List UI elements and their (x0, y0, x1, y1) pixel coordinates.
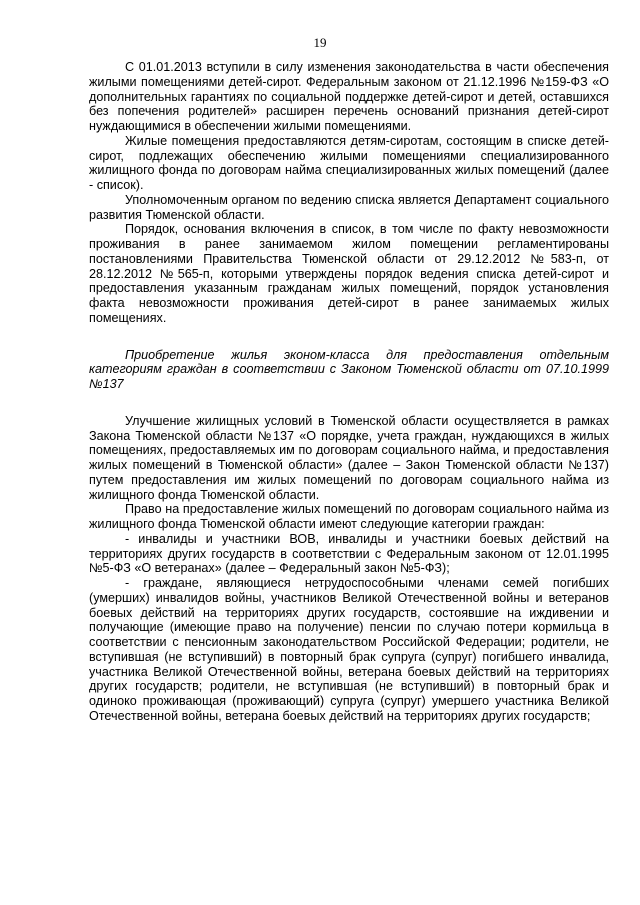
paragraph-orphan-list: Жилые помещения предоставляются детям-сиротам, состоящим в списке детей-сирот, подлежащих обеспечению жилыми помещениями специализированного жилищного фонда по договорам найма специализированных жилых помещений (далее - список). (89, 133, 609, 192)
section-heading: Приобретение жилья эконом-класса для предоставления отдельным категориям граждан в соответствии с Законом Тюменской области от 07.10.1999 №137 (89, 347, 609, 391)
page-number: 19 (313, 35, 327, 50)
list-item-war-veterans: - инвалиды и участники ВОВ, инвалиды и участники боевых действий на территориях других государств в соответствии с Федеральным законом от 12.01.1995 №5-ФЗ «О ветеранах» (далее – Федеральный закон №5-ФЗ); (89, 531, 609, 576)
paragraph-eligible-categories: Право на предоставление жилых помещений по договорам социального найма из жилищного фонда Тюменской области имеют следующие категории граждан: (89, 502, 609, 531)
paragraph-authorized-body: Уполномоченным органом по ведению списка является Департамент социального развития Тюменской области. (89, 192, 609, 222)
list-item-family-members: - граждане, являющиеся нетрудоспособными членами семей погибших (умерших) инвалидов войны, участников Великой Отечественной войны и ветеранов боевых действий на территориях других государств, состоявшие на иждивении и получающие (имеющие право на получение) пенсии по случаю потери кормильца в соответствии с пенсионным законодательством Российской Федерации; родители, не вступившая (не вступивший) в повторный брак супруга (супруг) погибшего инвалида, участника Великой Отечественной войны, ветерана боевых действий на территориях других государств; родители, не вступившая (не вступивший) в повторный брак и одиноко проживающая (проживающий) супруга (супруг) умершего участника Великой Отечественной войны, ветерана боевых действий на территориях других государств; (89, 576, 609, 723)
document-body (89, 60, 609, 724)
paragraph-orphan-housing-law: С 01.01.2013 вступили в силу изменения законодательства в части обеспечения жилыми помещениями детей-сирот. Федеральным законом от 21.12.1996 №159-ФЗ «О дополнительных гарантиях по социальной поддержке детей-сирот и детей, оставшихся без попечения родителей» расширен перечень оснований признания детей-сирот нуждающимися в обеспечении жилыми помещениями. (89, 60, 609, 133)
paragraph-inclusion-procedure: Порядок, основания включения в список, в том числе по факту невозможности проживания в ранее занимаемом жилом помещении регламентированы постановлениями Правительства Тюменской области от 29.12.2012 №583-п, от 28.12.2012 №565-п, которыми утверждены порядок ведения списка детей-сирот и предоставления указанным гражданам жилых помещений, порядок установления факта невозможности проживания детей-сирот в ранее занимаемых жилых помещениях. (89, 222, 609, 325)
paragraph-housing-improvement: Улучшение жилищных условий в Тюменской области осуществляется в рамках Закона Тюменской области №137 «О порядке, учета граждан, нуждающихся в жилых помещениях, предоставляемых им по договорам социального найма, и предоставления жилых помещений в Тюменской области» (далее – Закон Тюменской области №137) путем предоставления им жилых помещений по договорам социального найма из жилищного фонда Тюменской области. (89, 413, 609, 502)
